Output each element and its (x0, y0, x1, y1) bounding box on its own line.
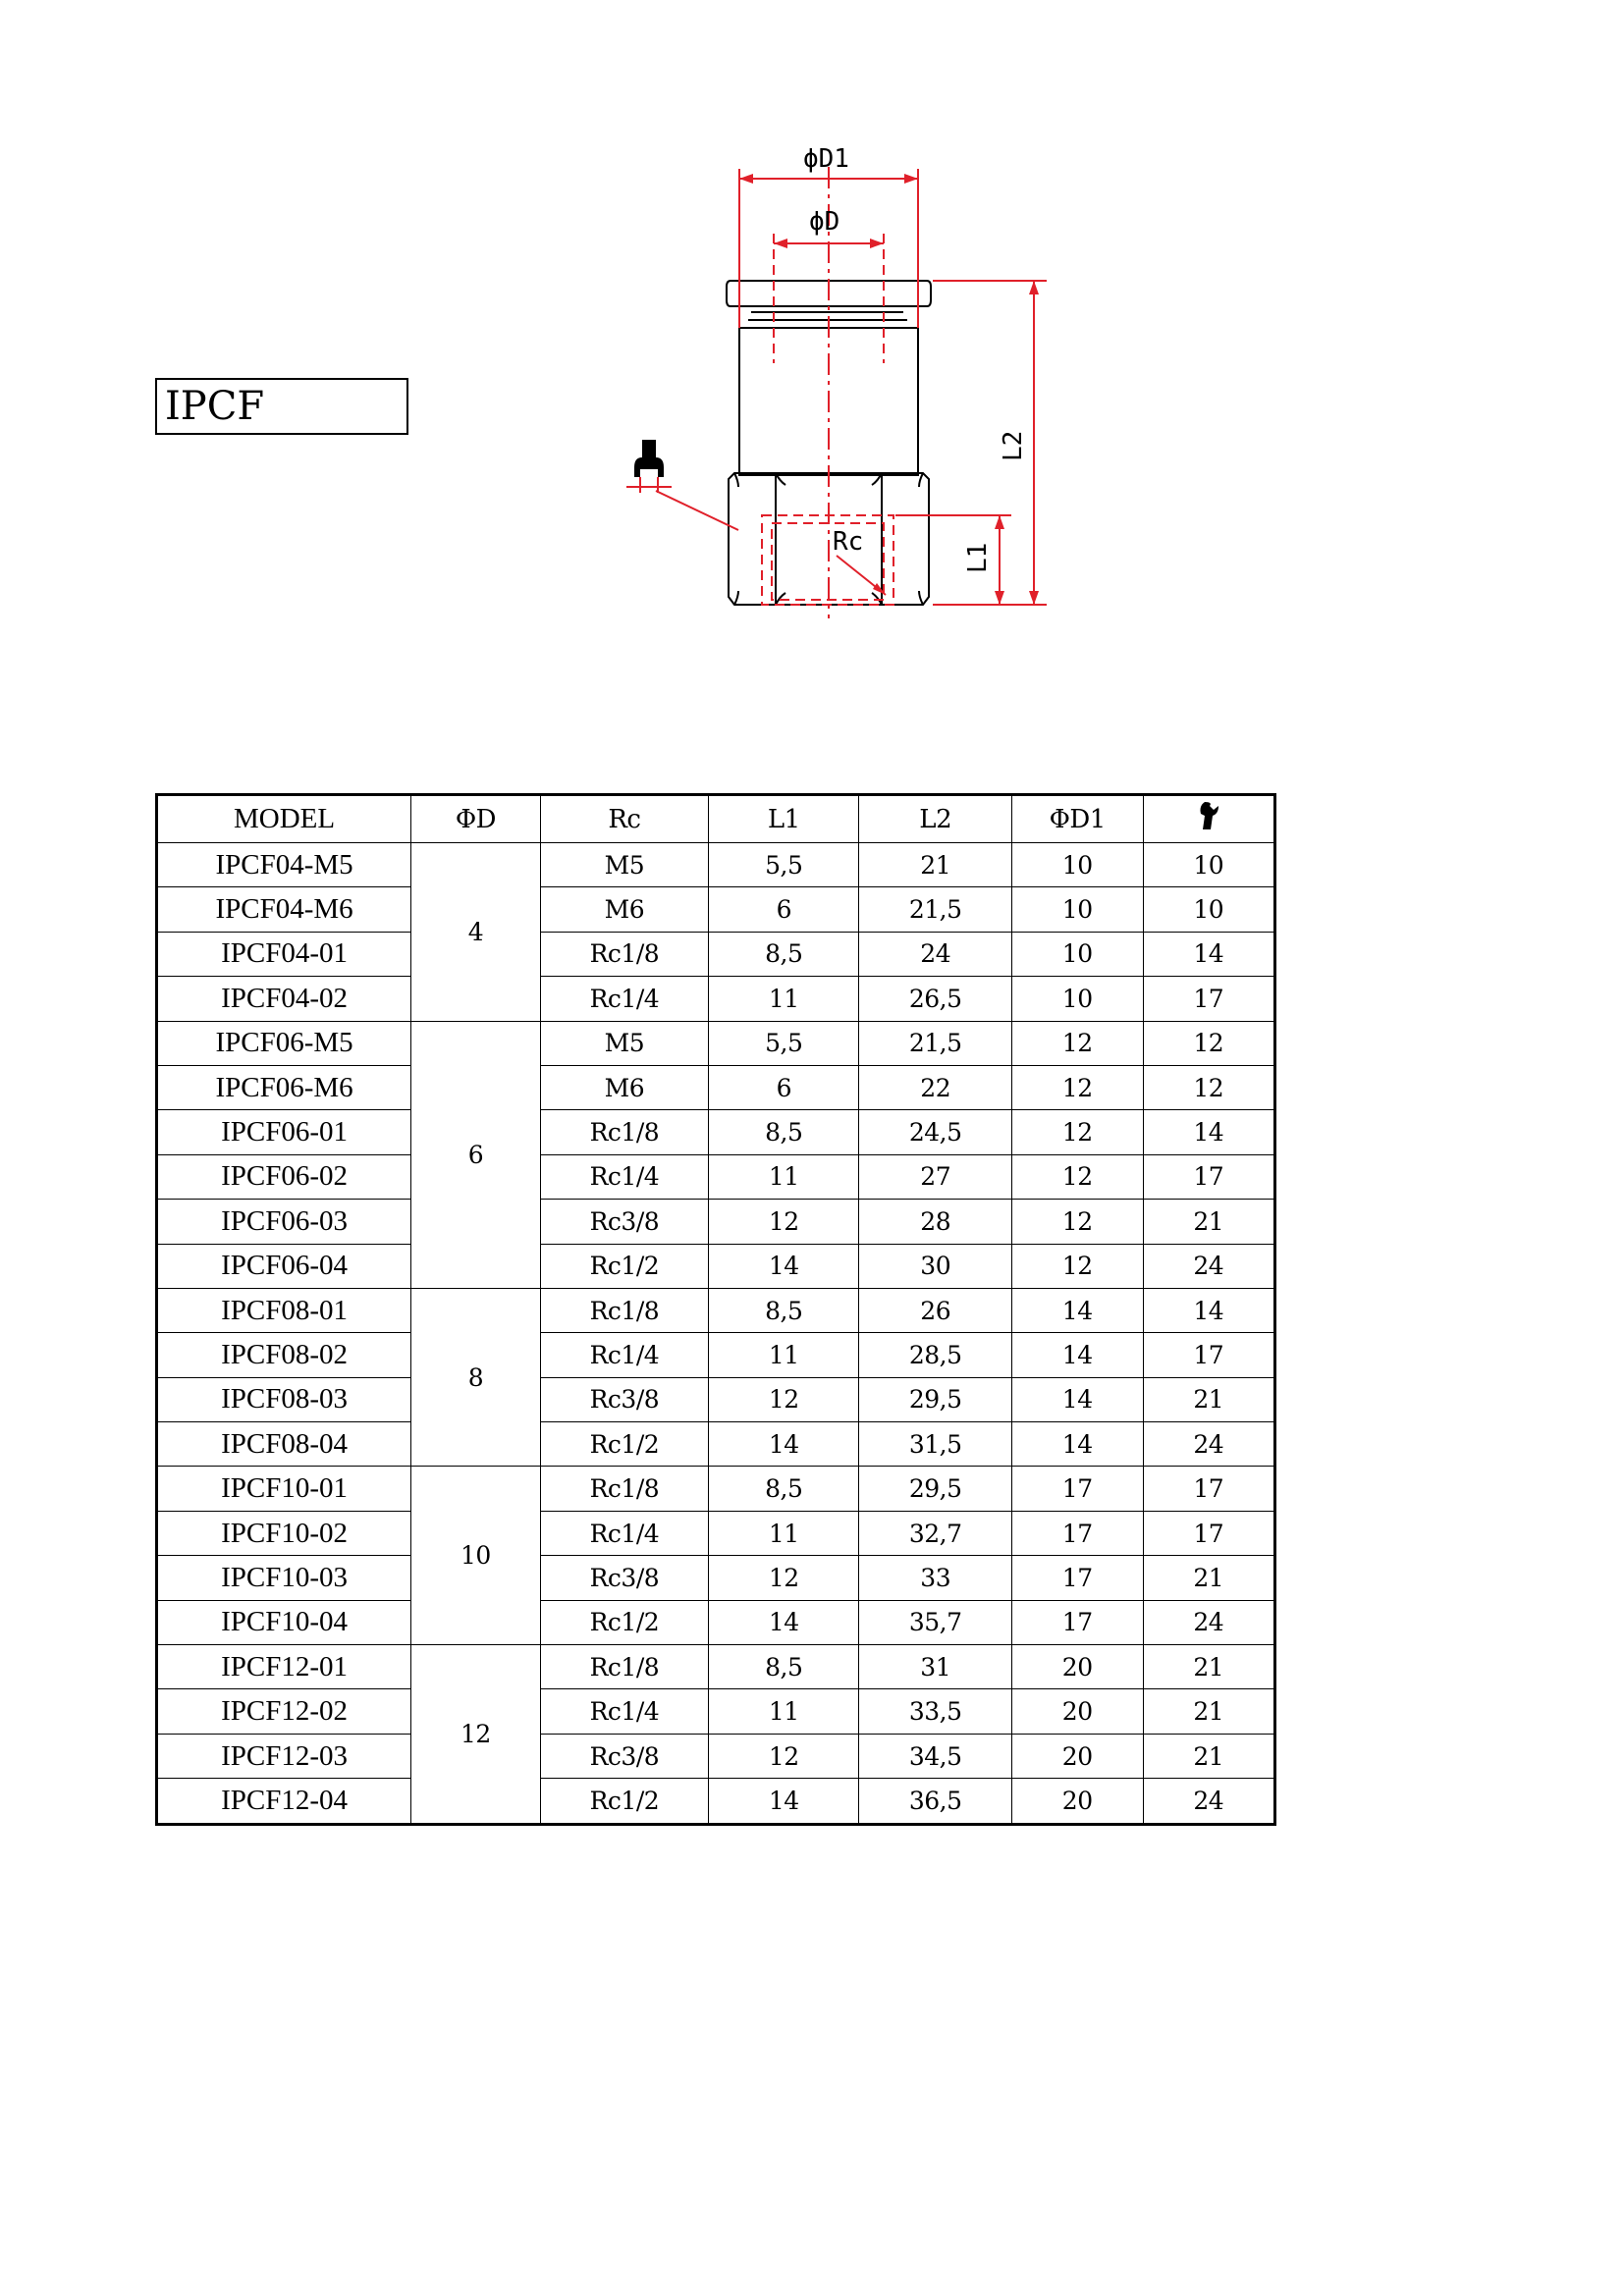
l2-cell: 29,5 (859, 1467, 1011, 1511)
model-cell: IPCF10-03 (157, 1556, 411, 1600)
l2-cell: 31,5 (859, 1422, 1011, 1467)
rc-cell: Rc1/2 (540, 1779, 708, 1824)
l1-cell: 12 (709, 1377, 859, 1421)
l1-cell: 8,5 (709, 1288, 859, 1332)
rc-cell: Rc1/4 (540, 1333, 708, 1377)
rc-cell: Rc3/8 (540, 1200, 708, 1244)
l1-cell: 8,5 (709, 1467, 859, 1511)
model-cell: IPCF12-01 (157, 1645, 411, 1689)
bore-d-cell: 12 (411, 1645, 541, 1825)
label-d: ϕD (809, 207, 840, 237)
rc-cell: Rc1/2 (540, 1244, 708, 1288)
d1-cell: 10 (1011, 932, 1143, 976)
wrench-size-cell: 17 (1143, 1333, 1275, 1377)
d1-cell: 20 (1011, 1779, 1143, 1824)
d1-cell: 14 (1011, 1422, 1143, 1467)
l2-cell: 30 (859, 1244, 1011, 1288)
l2-cell: 22 (859, 1065, 1011, 1109)
rc-cell: Rc1/8 (540, 932, 708, 976)
table-row (157, 1333, 1275, 1377)
bore-d-cell: 10 (411, 1467, 541, 1645)
table-row (157, 1600, 1275, 1644)
l2-cell: 21,5 (859, 1021, 1011, 1065)
wrench-size-cell: 12 (1143, 1065, 1275, 1109)
table-row (157, 1021, 1275, 1065)
l1-cell: 8,5 (709, 1645, 859, 1689)
l2-cell: 21,5 (859, 887, 1011, 932)
wrench-size-cell: 24 (1143, 1244, 1275, 1288)
label-l1: L1 (963, 542, 993, 573)
l2-cell: 24,5 (859, 1110, 1011, 1154)
d1-cell: 17 (1011, 1511, 1143, 1555)
table-row (157, 1779, 1275, 1824)
model-cell: IPCF06-M6 (157, 1065, 411, 1109)
wrench-size-cell: 17 (1143, 977, 1275, 1021)
l1-cell: 14 (709, 1422, 859, 1467)
rc-cell: M6 (540, 1065, 708, 1109)
model-cell: IPCF06-04 (157, 1244, 411, 1288)
l1-cell: 11 (709, 1333, 859, 1377)
wrench-size-cell: 21 (1143, 1200, 1275, 1244)
wrench-size-cell: 17 (1143, 1467, 1275, 1511)
rc-cell: Rc3/8 (540, 1734, 708, 1778)
wrench-icon (626, 440, 672, 493)
model-cell: IPCF06-03 (157, 1200, 411, 1244)
model-cell: IPCF04-M6 (157, 887, 411, 932)
d1-cell: 20 (1011, 1734, 1143, 1778)
table-row (157, 1200, 1275, 1244)
bore-d-cell: 6 (411, 1021, 541, 1288)
table-row (157, 1110, 1275, 1154)
header-wrench (1143, 795, 1275, 843)
header-l2: L2 (859, 795, 1011, 843)
rc-cell: Rc1/8 (540, 1467, 708, 1511)
l1-cell: 11 (709, 1154, 859, 1199)
model-cell: IPCF08-01 (157, 1288, 411, 1332)
rc-cell: Rc1/4 (540, 1689, 708, 1734)
rc-cell: M5 (540, 1021, 708, 1065)
table-row (157, 1288, 1275, 1332)
l1-cell: 12 (709, 1200, 859, 1244)
wrench-size-cell: 17 (1143, 1511, 1275, 1555)
l2-cell: 24 (859, 932, 1011, 976)
d1-cell: 17 (1011, 1467, 1143, 1511)
l2-cell: 28 (859, 1200, 1011, 1244)
d1-cell: 17 (1011, 1556, 1143, 1600)
rc-cell: Rc1/4 (540, 977, 708, 1021)
d1-cell: 12 (1011, 1244, 1143, 1288)
l2-cell: 28,5 (859, 1333, 1011, 1377)
l2-cell: 33,5 (859, 1689, 1011, 1734)
header-d: ΦD (411, 795, 541, 843)
fitting-technical-drawing (0, 0, 1624, 687)
model-cell: IPCF04-M5 (157, 843, 411, 887)
model-cell: IPCF04-01 (157, 932, 411, 976)
table-header-row (157, 795, 1275, 843)
model-cell: IPCF10-02 (157, 1511, 411, 1555)
rc-cell: M5 (540, 843, 708, 887)
table-row (157, 932, 1275, 976)
l2-cell: 27 (859, 1154, 1011, 1199)
wrench-size-cell: 21 (1143, 1377, 1275, 1421)
table-row (157, 1422, 1275, 1467)
l1-cell: 11 (709, 1689, 859, 1734)
model-cell: IPCF04-02 (157, 977, 411, 1021)
d1-cell: 12 (1011, 1021, 1143, 1065)
model-cell: IPCF12-04 (157, 1779, 411, 1824)
l1-cell: 14 (709, 1779, 859, 1824)
l1-cell: 6 (709, 1065, 859, 1109)
rc-cell: Rc3/8 (540, 1556, 708, 1600)
model-cell: IPCF06-M5 (157, 1021, 411, 1065)
d1-cell: 14 (1011, 1377, 1143, 1421)
model-cell: IPCF06-02 (157, 1154, 411, 1199)
table-row (157, 1689, 1275, 1734)
header-l1: L1 (709, 795, 859, 843)
wrench-size-cell: 21 (1143, 1645, 1275, 1689)
wrench-size-cell: 24 (1143, 1779, 1275, 1824)
l1-cell: 8,5 (709, 932, 859, 976)
wrench-size-cell: 24 (1143, 1422, 1275, 1467)
wrench-size-cell: 17 (1143, 1154, 1275, 1199)
l2-cell: 31 (859, 1645, 1011, 1689)
l2-cell: 26 (859, 1288, 1011, 1332)
wrench-size-cell: 14 (1143, 1288, 1275, 1332)
d1-cell: 10 (1011, 977, 1143, 1021)
table-row (157, 1467, 1275, 1511)
rc-cell: Rc1/2 (540, 1422, 708, 1467)
l2-cell: 21 (859, 843, 1011, 887)
d1-cell: 10 (1011, 843, 1143, 887)
wrench-size-cell: 21 (1143, 1556, 1275, 1600)
table-row (157, 977, 1275, 1021)
wrench-size-cell: 21 (1143, 1689, 1275, 1734)
l1-cell: 8,5 (709, 1110, 859, 1154)
wrench-size-cell: 21 (1143, 1734, 1275, 1778)
bore-d-cell: 8 (411, 1288, 541, 1467)
dimension-table (155, 793, 1276, 1826)
l2-cell: 34,5 (859, 1734, 1011, 1778)
model-cell: IPCF10-04 (157, 1600, 411, 1644)
d1-cell: 12 (1011, 1154, 1143, 1199)
rc-cell: Rc1/2 (540, 1600, 708, 1644)
table-row (157, 1244, 1275, 1288)
wrench-size-cell: 24 (1143, 1600, 1275, 1644)
l1-cell: 5,5 (709, 1021, 859, 1065)
wrench-size-cell: 12 (1143, 1021, 1275, 1065)
l2-cell: 29,5 (859, 1377, 1011, 1421)
model-cell: IPCF08-04 (157, 1422, 411, 1467)
wrench-size-cell: 14 (1143, 1110, 1275, 1154)
header-model: MODEL (157, 795, 411, 843)
rc-cell: M6 (540, 887, 708, 932)
label-d1: ϕD1 (803, 144, 849, 174)
d1-cell: 20 (1011, 1689, 1143, 1734)
bore-d-cell: 4 (411, 843, 541, 1022)
d1-cell: 14 (1011, 1288, 1143, 1332)
table-row (157, 1645, 1275, 1689)
l1-cell: 11 (709, 1511, 859, 1555)
rc-cell: Rc3/8 (540, 1377, 708, 1421)
l2-cell: 32,7 (859, 1511, 1011, 1555)
d1-cell: 10 (1011, 887, 1143, 932)
header-d1: ΦD1 (1011, 795, 1143, 843)
model-cell: IPCF12-03 (157, 1734, 411, 1778)
table-row (157, 843, 1275, 887)
d1-cell: 14 (1011, 1333, 1143, 1377)
table-body (157, 843, 1275, 1825)
d1-cell: 20 (1011, 1645, 1143, 1689)
l1-cell: 6 (709, 887, 859, 932)
rc-cell: Rc1/8 (540, 1645, 708, 1689)
l2-cell: 35,7 (859, 1600, 1011, 1644)
d1-cell: 12 (1011, 1200, 1143, 1244)
l1-cell: 5,5 (709, 843, 859, 887)
rc-cell: Rc1/4 (540, 1154, 708, 1199)
table-row (157, 1065, 1275, 1109)
model-cell: IPCF10-01 (157, 1467, 411, 1511)
table-row (157, 1154, 1275, 1199)
l1-cell: 14 (709, 1244, 859, 1288)
rc-cell: Rc1/8 (540, 1110, 708, 1154)
wrench-icon (1195, 800, 1222, 831)
wrench-size-cell: 10 (1143, 887, 1275, 932)
l1-cell: 12 (709, 1734, 859, 1778)
d1-cell: 12 (1011, 1065, 1143, 1109)
model-cell: IPCF12-02 (157, 1689, 411, 1734)
l1-cell: 12 (709, 1556, 859, 1600)
l2-cell: 33 (859, 1556, 1011, 1600)
label-rc: Rc (833, 527, 864, 557)
rc-cell: Rc1/8 (540, 1288, 708, 1332)
l1-cell: 11 (709, 977, 859, 1021)
rc-cell: Rc1/4 (540, 1511, 708, 1555)
l1-cell: 14 (709, 1600, 859, 1644)
label-l2: L2 (999, 430, 1028, 461)
table-row (157, 1377, 1275, 1421)
table-row (157, 1556, 1275, 1600)
wrench-size-cell: 14 (1143, 932, 1275, 976)
l2-cell: 36,5 (859, 1779, 1011, 1824)
header-rc: Rc (540, 795, 708, 843)
model-cell: IPCF08-03 (157, 1377, 411, 1421)
model-cell: IPCF08-02 (157, 1333, 411, 1377)
wrench-size-cell: 10 (1143, 843, 1275, 887)
product-code: IPCF (165, 384, 265, 429)
d1-cell: 17 (1011, 1600, 1143, 1644)
d1-cell: 12 (1011, 1110, 1143, 1154)
l2-cell: 26,5 (859, 977, 1011, 1021)
table-row (157, 1511, 1275, 1555)
table-row (157, 1734, 1275, 1778)
table-row (157, 887, 1275, 932)
model-cell: IPCF06-01 (157, 1110, 411, 1154)
